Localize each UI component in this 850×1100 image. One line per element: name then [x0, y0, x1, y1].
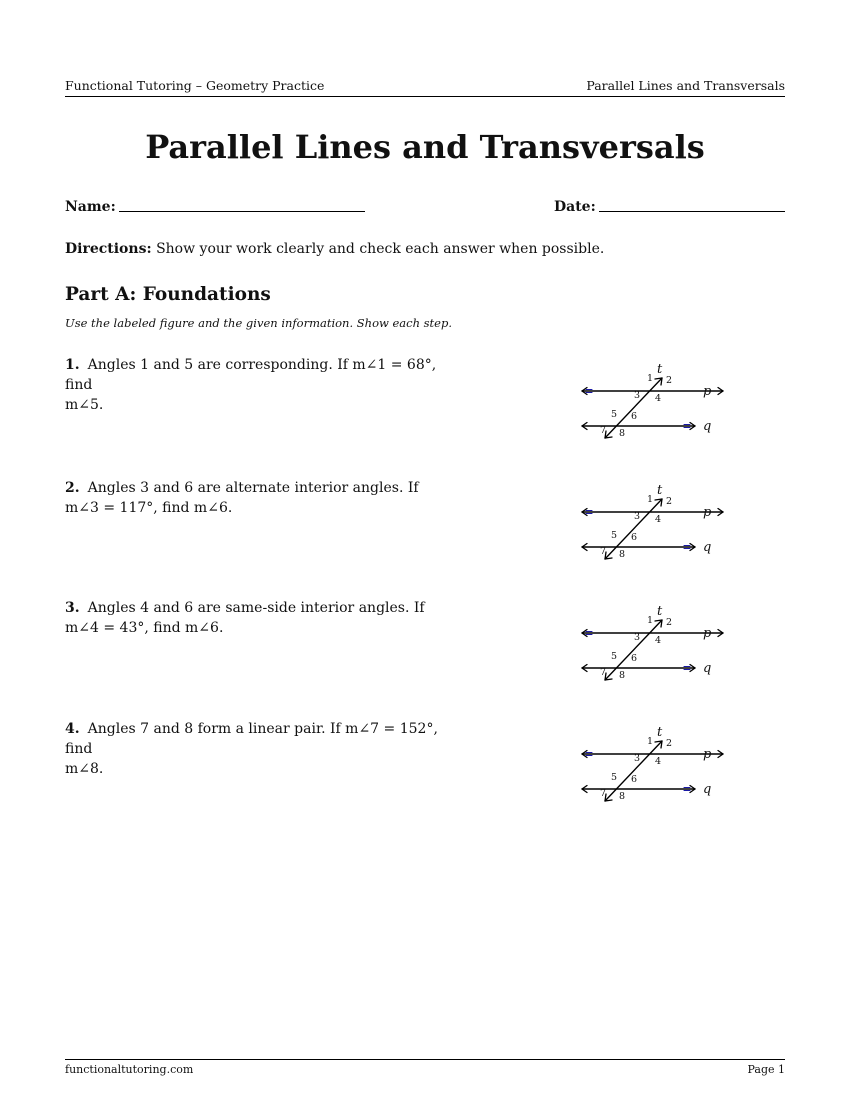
figure-1 [565, 360, 725, 450]
angle-label: 2 [666, 617, 673, 628]
angle-label: 5 [611, 772, 618, 783]
angle-label: 4 [655, 514, 662, 525]
date-field[interactable] [599, 211, 785, 212]
figure-2 [565, 481, 725, 571]
problem-number: 2. [65, 480, 80, 496]
problem-text-line1: Angles 4 and 6 are same-side interior angles. If [87, 600, 425, 616]
part-a-instructions: Use the labeled figure and the given information. Show each step. [65, 316, 452, 330]
name-field[interactable] [119, 211, 365, 212]
date-label: Date: [554, 199, 596, 215]
directions [65, 241, 604, 257]
transversal-t [605, 378, 662, 438]
angle-label: 2 [666, 375, 673, 386]
parallel-lines-diagram [565, 360, 725, 450]
parallel-lines-diagram [565, 602, 725, 692]
angle-label: 3 [634, 753, 641, 764]
angle-label: 6 [631, 774, 638, 785]
line-label-p: p [703, 626, 712, 641]
angle-label: 6 [631, 532, 638, 543]
angle-label: 4 [655, 635, 662, 646]
header-right: Parallel Lines and Transversals [586, 78, 785, 93]
line-label-q: q [703, 540, 712, 555]
line-label-p: p [703, 505, 712, 520]
transversal-label: t [657, 362, 663, 377]
figure-4 [565, 723, 725, 813]
angle-label: 6 [631, 411, 638, 422]
angle-label: 7 [600, 546, 607, 557]
angle-label: 3 [634, 390, 641, 401]
parallel-lines-diagram [565, 481, 725, 571]
transversal-label: t [657, 604, 663, 619]
problem-1 [65, 355, 465, 415]
directions-label: Directions: [65, 241, 152, 257]
angle-label: 3 [634, 511, 641, 522]
angle-label: 8 [619, 791, 626, 802]
problem-text-line2: m∠8. [65, 761, 104, 777]
angle-label: 8 [619, 670, 626, 681]
problem-4 [65, 719, 465, 779]
line-label-p: p [703, 747, 712, 762]
angle-label: 4 [655, 756, 662, 767]
angle-label: 2 [666, 496, 673, 507]
angle-label: 1 [647, 373, 654, 384]
angle-label: 3 [634, 632, 641, 643]
footer-rule [65, 1059, 785, 1060]
angle-label: 1 [647, 736, 654, 747]
angle-label: 6 [631, 653, 638, 664]
angle-label: 5 [611, 530, 618, 541]
problem-text-line2: m∠4 = 43°, find m∠6. [65, 620, 224, 636]
line-label-q: q [703, 661, 712, 676]
line-label-q: q [703, 419, 712, 434]
angle-label: 8 [619, 428, 626, 439]
angle-label: 1 [647, 494, 654, 505]
problem-text-line2: m∠5. [65, 397, 104, 413]
part-a-heading: Part A: Foundations [65, 284, 271, 305]
transversal-t [605, 499, 662, 559]
transversal-label: t [657, 725, 663, 740]
problem-text-line1: Angles 3 and 6 are alternate interior angles. If [87, 480, 419, 496]
line-label-p: p [703, 384, 712, 399]
transversal-t [605, 620, 662, 680]
angle-label: 7 [600, 425, 607, 436]
page-title: Parallel Lines and Transversals [145, 128, 705, 166]
problem-number: 3. [65, 600, 80, 616]
header-rule [65, 96, 785, 97]
problem-number: 1. [65, 357, 80, 373]
figure-3 [565, 602, 725, 692]
angle-label: 5 [611, 409, 618, 420]
directions-text: Show your work clearly and check each answer when possible. [156, 241, 605, 257]
transversal-label: t [657, 483, 663, 498]
problem-text-line1: Angles 7 and 8 form a linear pair. If m∠7 = 152°, find [65, 721, 438, 757]
angle-label: 1 [647, 615, 654, 626]
header-left: Functional Tutoring – Geometry Practice [65, 78, 325, 93]
line-label-q: q [703, 782, 712, 797]
angle-label: 7 [600, 788, 607, 799]
parallel-lines-diagram [565, 723, 725, 813]
angle-label: 7 [600, 667, 607, 678]
angle-label: 8 [619, 549, 626, 560]
problem-text-line1: Angles 1 and 5 are corresponding. If m∠1 = 68°, find [65, 357, 437, 393]
footer-right: Page 1 [747, 1063, 785, 1076]
name-label: Name: [65, 199, 116, 215]
angle-label: 2 [666, 738, 673, 749]
problem-text-line2: m∠3 = 117°, find m∠6. [65, 500, 233, 516]
transversal-t [605, 741, 662, 801]
angle-label: 5 [611, 651, 618, 662]
problem-number: 4. [65, 721, 80, 737]
problem-3 [65, 598, 465, 638]
problem-2 [65, 478, 465, 518]
footer-left: functionaltutoring.com [65, 1063, 194, 1076]
angle-label: 4 [655, 393, 662, 404]
